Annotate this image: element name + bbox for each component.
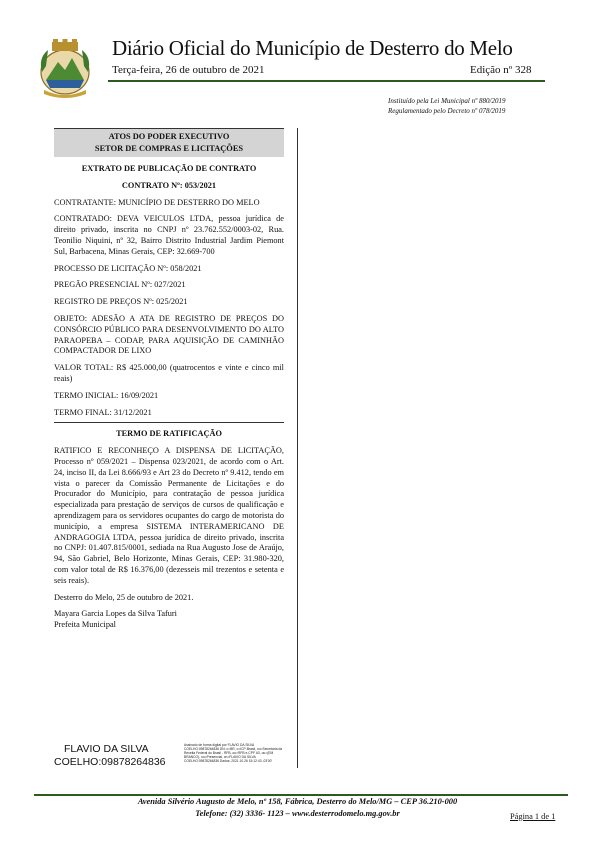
digital-signature (54, 743, 288, 769)
publication-date: Terça-feira, 26 de outubro de 2021 (112, 64, 265, 76)
registro: REGISTRO DE PREÇOS Nº: 025/2021 (54, 297, 188, 307)
signature-details: Assinado de forma digital por FLAVIO DA SILVA COELHO:09878264836 DN: c=BR, o=ICP-Brasil, ou=Secretaria da Receita Federal do Brasil - RFB, ou=RFB e-CPF A3, ou=(EM BRANCO), ou=Presencial, cn=FLAVIO DA SILVA COELHO:09878264836 Dados: 2021.10.26 15:12:43 -03'00' (184, 743, 283, 763)
contract-number: CONTRATO Nº: 053/2021 (121, 180, 217, 190)
signature-line-1: FLAVIO DA SILVA (64, 743, 149, 755)
header-divider (108, 80, 545, 82)
decree-note: Regulamentado pelo Decreto nº 078/2019 (388, 107, 506, 115)
termo-final: TERMO FINAL: 31/12/2021 (54, 407, 152, 417)
objeto: OBJETO: ADESÃO A ATA DE REGISTRO DE PREÇOS DO CONSÓRCIO PÚBLICO PARA DESENVOLVIMENTO DO ALTO PARAOPEBA – CODAP, PARA AQUISIÇÃO DE CAMINHÃO COMPACTADOR DE LIXO (54, 313, 284, 356)
signer-role: Prefeita Municipal (54, 620, 116, 630)
page-title: Diário Oficial do Município de Desterro do Melo (112, 36, 513, 60)
footer-address: Avenida Silvério Augusto de Melo, nº 158, Fábrica, Desterro do Melo/MG – CEP 36.210-000 (137, 797, 458, 806)
municipal-crest-logo (34, 38, 96, 100)
column-divider (297, 128, 298, 768)
extract-heading: EXTRATO DE PUBLICAÇÃO DE CONTRATO (81, 164, 257, 173)
section-separator (54, 422, 284, 423)
edition-number: Edição nº 328 (470, 64, 532, 76)
termo-inicial: TERMO INICIAL: 16/09/2021 (54, 390, 159, 400)
processo: PROCESSO DE LICITAÇÃO Nº: 058/2021 (54, 263, 202, 273)
footer-divider (34, 794, 568, 796)
valor-total: VALOR TOTAL: R$ 425.000,00 (quatrocentos e vinte e cinco mil reais) (54, 363, 284, 383)
contratante: CONTRATANTE: MUNICÍPIO DE DESTERRO DO MELO (54, 197, 260, 207)
ratification-body: RATIFICO E RECONHEÇO A DISPENSA DE LICITAÇÃO, Processo nº 059/2021 – Dispensa 023/2021, de acordo com o Art. 24, inciso II, da Lei 8.666/93 e Art 23 do Decreto nº 9.412, tendo em vista o parecer da Comissão Permanente de Licitações e do Procurador do Município, para contratação de pessoa jurídica especializada para prestação de serviços de cursos de qualificação e aprendizagem para os servidores ocupantes do cargo de motorista do município, a empresa SISTEMA INTERAMERICANO DE ANDRAGOGIA LTDA, pessoa jurídica de direito privado, inscrita no CNPJ: 01.407.815/0001, sediada na Rua Augusto Jose de Araújo, 94, São Gabriel, Belo Horizonte, Minas Gerais, CEP: 31.980-320, com valor total de R$ 16.376,00 (dezesseis mil trezentos e setenta e seis reais). (54, 446, 284, 585)
signer-name: Mayara Garcia Lopes da Silva Tafuri (54, 609, 177, 619)
signature-name-block (54, 743, 180, 768)
signature-line-2: COELHO:09878264836 (54, 755, 166, 768)
section-header (54, 128, 284, 157)
ratification-heading: TERMO DE RATIFICAÇÃO (116, 429, 222, 439)
section-subtitle: SETOR DE COMPRAS E LICITAÇÕES (94, 144, 244, 153)
law-note: Instituído pela Lei Municipal nº 880/2019 (388, 97, 506, 105)
contratado: CONTRATADO: DEVA VEICULOS LTDA, pessoa jurídica de direito privado, inscrita no CNPJ nº 23.762.552/0003-02, Rua. Teonilio Niquini, nº 32, Bairro Distrito Industrial Jardim Piemont Sul, Barbacena, Minas Gerais, CEP: 32.669-700 (54, 214, 284, 256)
place-date: Desterro do Melo, 25 de outubro de 2021. (54, 592, 194, 602)
left-column (54, 128, 284, 631)
footer-contact: Telefone: (32) 3336- 1123 – www.desterrodomelo.mg.gov.br (195, 809, 400, 818)
pregao: PREGÃO PRESENCIAL Nº: 027/2021 (54, 280, 186, 290)
page-number: Página 1 de 1 (510, 812, 556, 821)
section-title: ATOS DO PODER EXECUTIVO (108, 132, 230, 141)
